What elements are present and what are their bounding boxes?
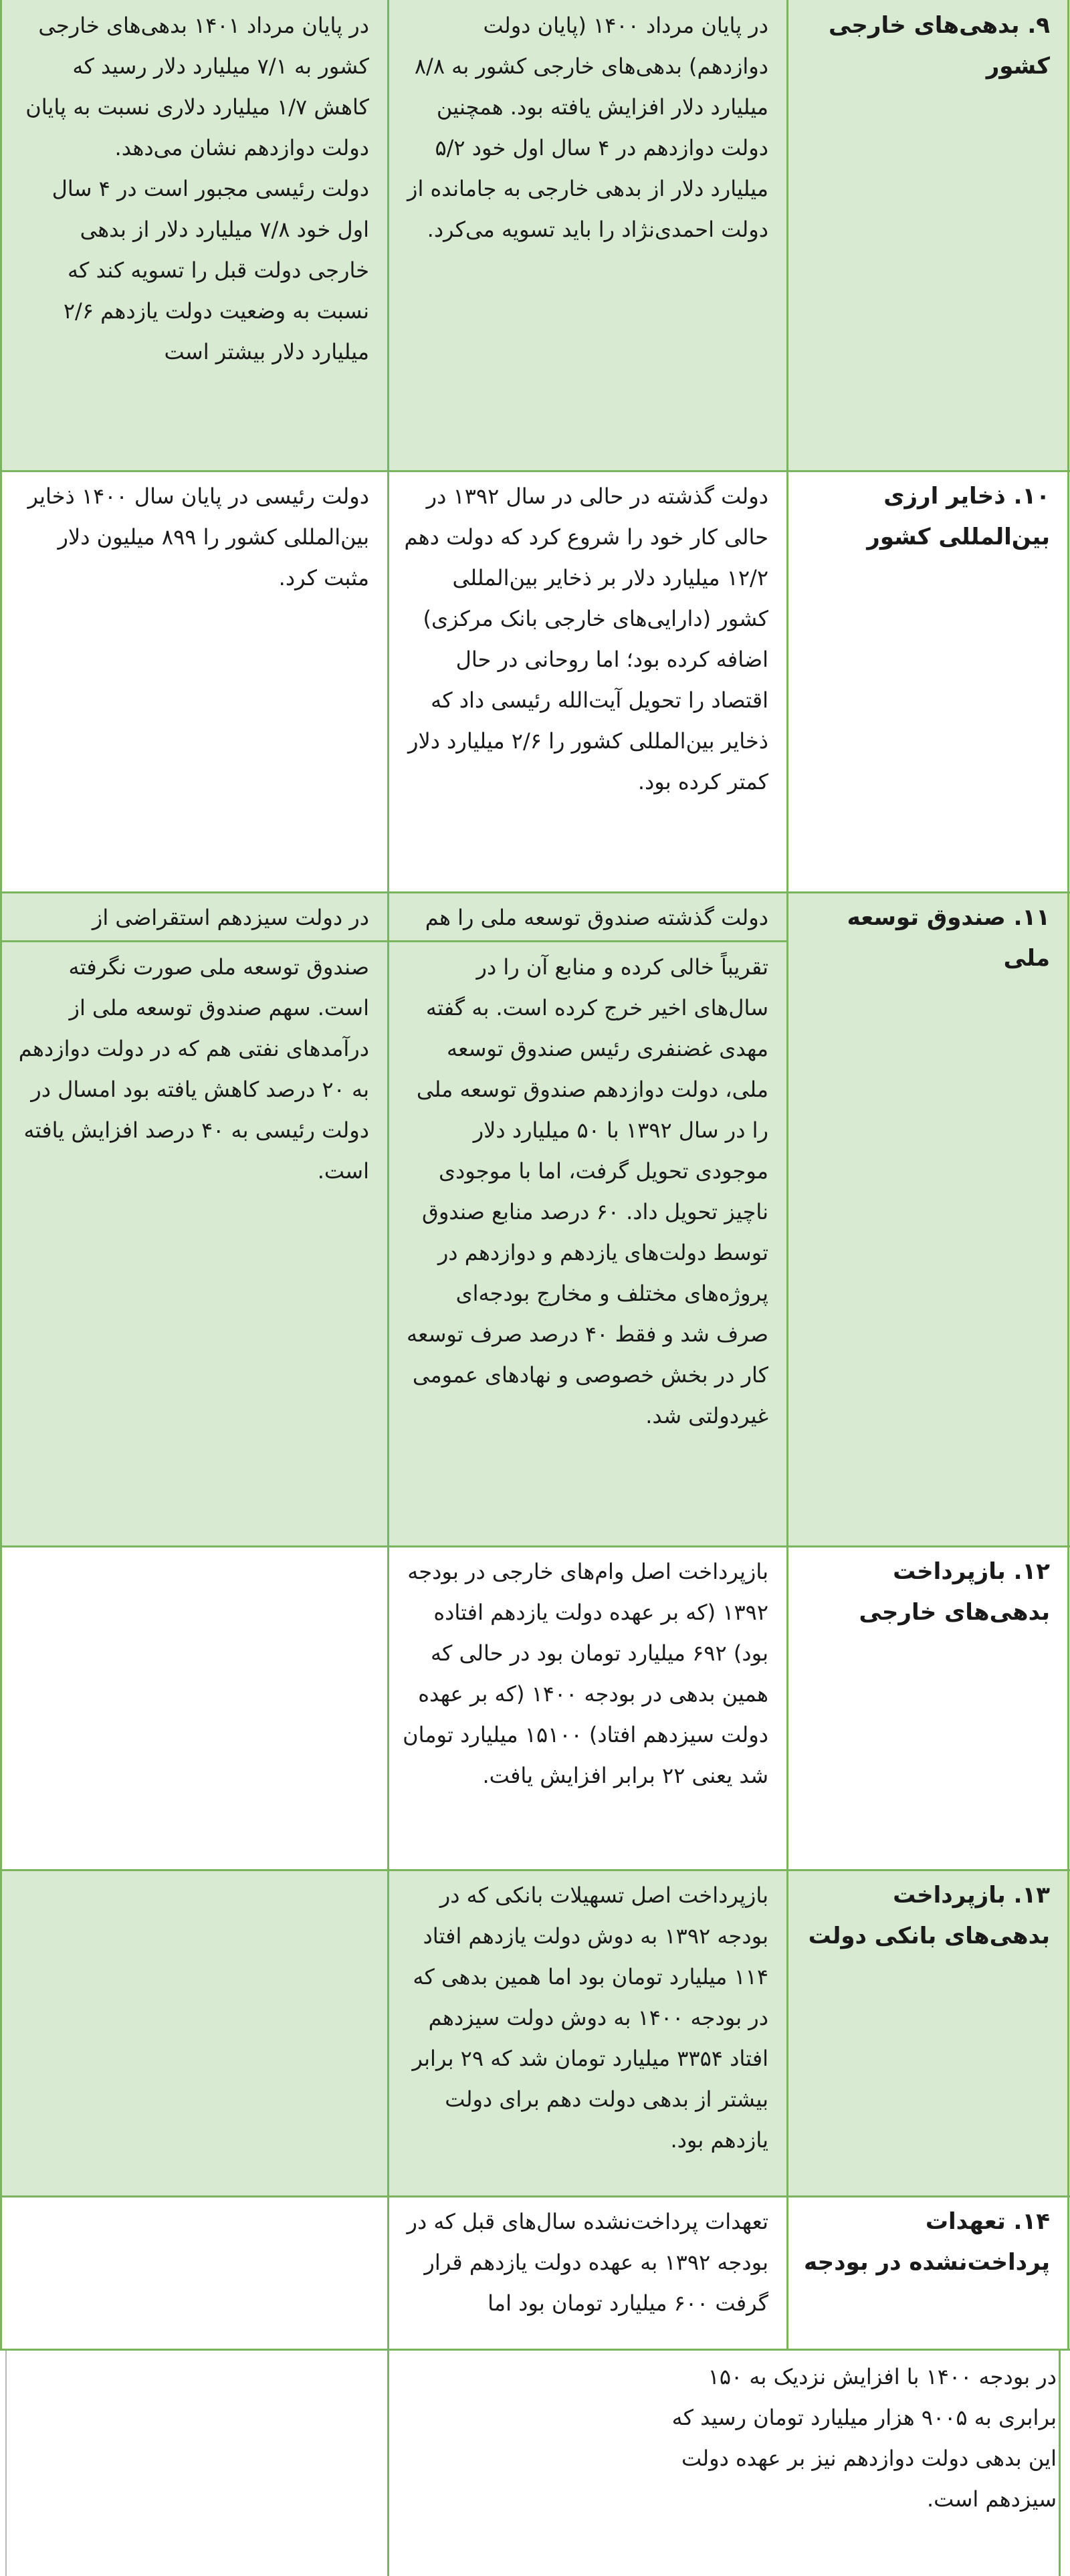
row-9-label: ۹. بدهی‌های خارجی کشور xyxy=(787,0,1070,471)
row-9-previous-government: در پایان مرداد ۱۴۰۰ (پایان دولت دوازدهم) بدهی‌های خارجی کشور به ۸/۸ میلیارد دلار افزایش یافته بود. همچنین دولت دوازدهم در ۴ سال اول خود ۵/۲ میلیارد دلار از بدهی خارجی به جامانده از دولت احمدی‌نژاد را باید تسویه می‌کرد. xyxy=(388,0,787,471)
row-11-label: ۱۱. صندوق توسعه ملی xyxy=(787,892,1070,1546)
row-12-label: ۱۲. بازپرداخت بدهی‌های خارجی xyxy=(859,1558,1050,1626)
row-13-current-government xyxy=(0,1870,388,2196)
row-14-label: ۱۴. تعهدات پرداخت‌نشده در بودجه xyxy=(804,2208,1050,2276)
row-11-previous-first-line: دولت گذشته صندوق توسعه ملی را هم xyxy=(388,892,787,942)
border-left xyxy=(0,0,2,2350)
row-10-previous-government: دولت گذشته در حالی در سال ۱۳۹۲ در حالی کار خود را شروع کرد که دولت دهم ۱۲/۲ میلیارد دلار بر ذخایر بین‌المللی کشور (دارایی‌های خارجی بانک مرکزی) اضافه کرده بود؛ اما روحانی در حال اقتصاد را تحویل آیت‌الله رئیسی داد که ذخایر بین‌المللی کشور را ۲/۶ میلیارد دلار کمتر کرده بود. xyxy=(404,484,768,794)
row-10-current-government: دولت رئیسی در پایان سال ۱۴۰۰ ذخایر بین‌المللی کشور را ۸۹۹ میلیون دلار مثبت کرد. xyxy=(27,484,369,591)
row-13-label: ۱۳. بازپرداخت بدهی‌های بانکی دولت xyxy=(787,1870,1070,2196)
border-row-11-top xyxy=(0,891,1070,893)
row-11-previous-government: تقریباً خالی کرده و منابع آن را در سال‌های اخیر خرج کرده است. به گفته مهدی غضنفری رئیس صندوق توسعه ملی، دولت دوازدهم صندوق توسعه ملی را در سال ۱۳۹۲ با ۵۰ میلیارد دلار موجودی تحویل گرفت، اما با موجودی ناچیز تحویل داد. ۶۰ درصد منابع صندوق توسط دولت‌های یازدهم و دوازدهم در پروژه‌های مختلف و مخارج بودجه‌ای صرف شد و فقط ۴۰ درصد صرف توسعه کار در بخش خصوصی و نهادهای عمومی غیردولتی شد. xyxy=(388,942,787,1546)
row-9-current-government xyxy=(0,0,388,471)
row-14-previous-government: تعهدات پرداخت‌نشده سال‌های قبل که در بودجه ۱۳۹۲ به عهده دولت یازدهم قرار گرفت ۶۰۰ میلیارد تومان بود اما xyxy=(407,2209,768,2316)
row-11-current-government: صندوق توسعه ملی صورت نگرفته است. سهم صندوق توسعه ملی از درآمدهای نفتی هم که در دولت دوازدهم به ۲۰ درصد کاهش یافته بود امسال در دولت رئیسی به ۴۰ درصد افزایش یافته است. xyxy=(0,942,388,1546)
row-12-current-government xyxy=(0,1546,388,1870)
border-right xyxy=(1067,0,1069,2350)
row-9-current-paragraph-2: دولت رئیسی مجبور است در ۴ سال اول خود ۷/۸ میلیارد دلار از بدهی خارجی دولت قبل را تسویه کند که نسبت به وضعیت دولت یازدهم ۲/۶ میلیارد دلار بیشتر است xyxy=(51,176,369,364)
border-col-label xyxy=(786,0,788,2350)
border-row-13-top xyxy=(0,1869,1070,1871)
row-14-previous-continued xyxy=(415,2351,1057,2576)
border-row-11-inner xyxy=(0,940,787,942)
row-10-label: ۱۰. ذخایر ارزی بین‌المللی کشور xyxy=(867,483,1050,550)
border-continued-left xyxy=(5,2350,7,2576)
row-14-current-government xyxy=(0,2196,388,2350)
row-13-previous-government: بازپرداخت اصل تسهیلات بانکی که در بودجه ۱۳۹۲ به دوش دولت یازدهم افتاد ۱۱۴ میلیارد تومان بود اما همین بدهی که در بودجه ۱۴۰۰ به دوش دولت سیزدهم افتاد ۳۳۵۴ میلیارد تومان شد که ۲۹ برابر بیشتر از بدهی دولت دهم برای دولت یازدهم بود. xyxy=(388,1870,787,2196)
border-continued-right xyxy=(1059,2350,1061,2576)
border-row-12-top xyxy=(0,1545,1070,1547)
row-9-current-paragraph-1: در پایان مرداد ۱۴۰۱ بدهی‌های خارجی کشور به ۷/۱ میلیارد دلار رسید که کاهش ۱/۷ میلیارد دلاری نسبت به پایان دولت دوازدهم نشان می‌دهد. xyxy=(25,13,369,160)
border-col-mid xyxy=(387,0,389,2576)
border-page-break xyxy=(0,2349,1070,2351)
row-14-continued-text: در بودجه ۱۴۰۰ با افزایش نزدیک به ۱۵۰ برابری به ۹۰۰۵ هزار میلیارد تومان رسید که این بدهی دولت دوازدهم نیز بر عهده دولت سیزدهم است. xyxy=(671,2364,1057,2512)
row-12-previous-government: بازپرداخت اصل وام‌های خارجی در بودجه ۱۳۹۲ (که بر عهده دولت یازدهم افتاده بود) ۶۹۲ میلیارد تومان بود در حالی که همین بدهی در بودجه ۱۴۰۰ (که بر عهده دولت سیزدهم افتاد) ۱۵۱۰۰ میلیارد تومان شد یعنی ۲۲ برابر افزایش یافت. xyxy=(403,1559,768,1788)
row-11-current-first-line: در دولت سیزدهم استقراضی از xyxy=(0,892,388,942)
border-row-14-top xyxy=(0,2195,1070,2197)
border-row-10-top xyxy=(0,470,1070,472)
